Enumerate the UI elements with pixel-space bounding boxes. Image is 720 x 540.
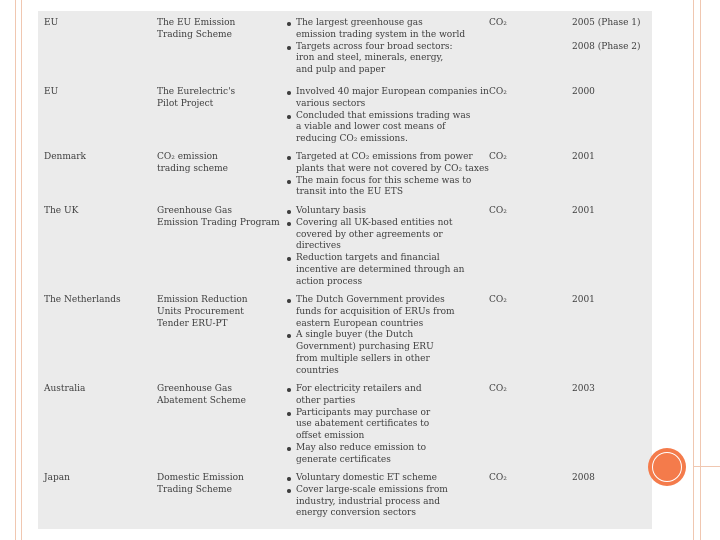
country-text: The Netherlands: [44, 295, 121, 305]
year-text: 2000: [572, 87, 595, 97]
feature-bullet: [286, 384, 430, 408]
slide-rule-vertical-left-inner: [21, 0, 22, 540]
feature-text: reducing CO₂ emissions.: [296, 134, 408, 145]
feature-text: directives: [296, 241, 341, 252]
features-list: [286, 152, 489, 199]
feature-bullet: [286, 485, 448, 520]
gas-cell: [489, 18, 507, 30]
feature-text: incentive are determined through an: [296, 264, 465, 275]
country-text: The UK: [44, 206, 79, 216]
feature-text: covered by other agreements or: [296, 229, 443, 240]
feature-bullet: [286, 443, 430, 467]
feature-text: Covering all UK-based entities not: [296, 217, 453, 228]
feature-text: The largest greenhouse gas: [296, 18, 423, 28]
feature-text: Cover large-scale emissions from: [296, 484, 448, 495]
year-cell: [572, 206, 595, 218]
feature-text: Voluntary domestic ET scheme: [296, 473, 437, 483]
year-cell: [572, 87, 595, 99]
year-text: 2008: [572, 473, 595, 483]
features-cell: [286, 295, 455, 378]
feature-text: eastern European countries: [296, 318, 424, 329]
slide-rule-horizontal-right: [693, 466, 720, 467]
gas-cell: [489, 206, 507, 218]
feature-text: The main focus for this scheme was to: [296, 175, 472, 186]
scheme-cell: [157, 384, 246, 408]
scheme-text: Pilot Project: [157, 98, 214, 109]
feature-text: industry, industrial process and: [296, 496, 441, 507]
scheme-text: Domestic Emission: [157, 473, 244, 483]
scheme-cell: [157, 87, 235, 111]
country-text: EU: [44, 87, 59, 97]
features-cell: [286, 206, 464, 289]
gas-text: CO₂: [489, 87, 507, 97]
scheme-text: The EU Emission: [157, 18, 236, 28]
slide-rule-vertical-right: [693, 0, 694, 540]
country-cell: [44, 206, 78, 218]
scheme-text: Trading Scheme: [157, 484, 232, 495]
year-text: 2001: [572, 295, 595, 305]
features-cell: [286, 152, 489, 199]
feature-bullet: [286, 330, 455, 377]
emission-trading-table: [38, 11, 652, 529]
feature-text: transit into the EU ETS: [296, 187, 403, 198]
features-cell: [286, 18, 465, 77]
scheme-text: Emission Reduction: [157, 295, 248, 305]
features-cell: [286, 384, 430, 467]
scheme-text: Units Procurement: [157, 306, 244, 317]
feature-bullet: [286, 176, 489, 200]
country-cell: [44, 87, 58, 99]
country-cell: [44, 295, 121, 307]
feature-text: May also reduce emission to: [296, 442, 427, 453]
year-text: 2005 (Phase 1): [572, 18, 641, 28]
year-cell: [572, 384, 595, 396]
features-list: [286, 295, 455, 378]
feature-bullet: [286, 18, 465, 42]
feature-text: Targets across four broad sectors:: [296, 41, 453, 52]
country-cell: [44, 384, 85, 396]
feature-text: countries: [296, 365, 339, 376]
feature-text: iron and steel, minerals, energy,: [296, 53, 444, 64]
gas-text: CO₂: [489, 152, 507, 162]
gas-text: CO₂: [489, 384, 507, 394]
feature-bullet: [286, 253, 464, 288]
country-cell: [44, 152, 86, 164]
scheme-text: Emission Trading Program: [157, 217, 280, 228]
feature-bullet: [286, 111, 489, 146]
features-list: [286, 473, 448, 520]
feature-bullet: [286, 295, 455, 330]
scheme-text: Tender ERU-PT: [157, 318, 228, 329]
country-cell: [44, 473, 70, 485]
features-cell: [286, 473, 448, 520]
year-cell: [572, 295, 595, 307]
year-gap: [572, 30, 641, 42]
feature-bullet: [286, 408, 430, 443]
year-text: 2003: [572, 384, 595, 394]
scheme-text: Abatement Scheme: [157, 395, 246, 406]
year-text: 2001: [572, 206, 595, 216]
feature-text: offset emission: [296, 431, 365, 442]
slide-rule-vertical-left: [15, 0, 16, 540]
feature-bullet: [286, 87, 489, 111]
scheme-cell: [157, 152, 228, 176]
scheme-text: trading scheme: [157, 163, 228, 174]
scheme-text: CO₂ emission: [157, 152, 218, 162]
country-text: Denmark: [44, 152, 86, 162]
gas-cell: [489, 152, 507, 164]
feature-text: funds for acquisition of ERUs from: [296, 306, 455, 317]
gas-cell: [489, 473, 507, 485]
features-list: [286, 206, 464, 289]
year-cell: [572, 18, 641, 54]
feature-text: The Dutch Government provides: [296, 295, 445, 305]
country-text: Australia: [44, 384, 86, 394]
feature-text: plants that were not covered by CO₂ taxes: [296, 163, 489, 174]
feature-text: Targeted at CO₂ emissions from power: [296, 152, 473, 162]
features-list: [286, 384, 430, 467]
feature-text: Reduction targets and financial: [296, 253, 440, 264]
scheme-text: The Eurelectric's: [157, 87, 236, 97]
accent-ring: [652, 452, 682, 482]
year-text: 2008 (Phase 2): [572, 41, 641, 52]
feature-text: use abatement certificates to: [296, 419, 430, 430]
gas-cell: [489, 384, 507, 396]
scheme-cell: [157, 206, 280, 230]
country-cell: [44, 18, 58, 30]
feature-text: energy conversion sectors: [296, 508, 416, 519]
features-list: [286, 18, 465, 77]
scheme-text: Greenhouse Gas: [157, 384, 232, 394]
scheme-text: Greenhouse Gas: [157, 206, 232, 216]
scheme-text: Trading Scheme: [157, 29, 232, 40]
feature-text: Participants may purchase or: [296, 407, 431, 418]
gas-cell: [489, 295, 507, 307]
gas-text: CO₂: [489, 206, 507, 216]
feature-text: and pulp and paper: [296, 65, 386, 76]
gas-text: CO₂: [489, 18, 507, 28]
feature-bullet: [286, 152, 489, 176]
scheme-cell: [157, 295, 248, 330]
slide-rule-vertical-right-inner: [700, 0, 701, 540]
scheme-cell: [157, 18, 235, 42]
features-cell: [286, 87, 489, 146]
year-cell: [572, 473, 595, 485]
feature-bullet: [286, 42, 465, 77]
feature-text: generate certificates: [296, 454, 391, 465]
feature-bullet: [286, 206, 464, 218]
gas-text: CO₂: [489, 473, 507, 483]
feature-text: Government) purchasing ERU: [296, 342, 434, 353]
feature-text: A single buyer (the Dutch: [296, 330, 414, 341]
feature-text: various sectors: [296, 98, 366, 109]
feature-text: action process: [296, 276, 363, 287]
feature-text: a viable and lower cost means of: [296, 122, 446, 133]
gas-cell: [489, 87, 507, 99]
scheme-cell: [157, 473, 244, 497]
features-list: [286, 87, 489, 146]
year-cell: [572, 152, 595, 164]
feature-text: from multiple sellers in other: [296, 353, 430, 364]
feature-text: Involved 40 major European companies in: [296, 87, 489, 97]
feature-text: emission trading system in the world: [296, 29, 466, 40]
gas-text: CO₂: [489, 295, 507, 305]
feature-text: Concluded that emissions trading was: [296, 110, 471, 121]
feature-bullet: [286, 473, 448, 485]
year-text: 2001: [572, 152, 595, 162]
feature-text: For electricity retailers and: [296, 384, 422, 394]
feature-text: other parties: [296, 395, 356, 406]
country-text: Japan: [44, 473, 70, 483]
feature-bullet: [286, 218, 464, 253]
feature-text: Voluntary basis: [296, 206, 367, 216]
country-text: EU: [44, 18, 59, 28]
